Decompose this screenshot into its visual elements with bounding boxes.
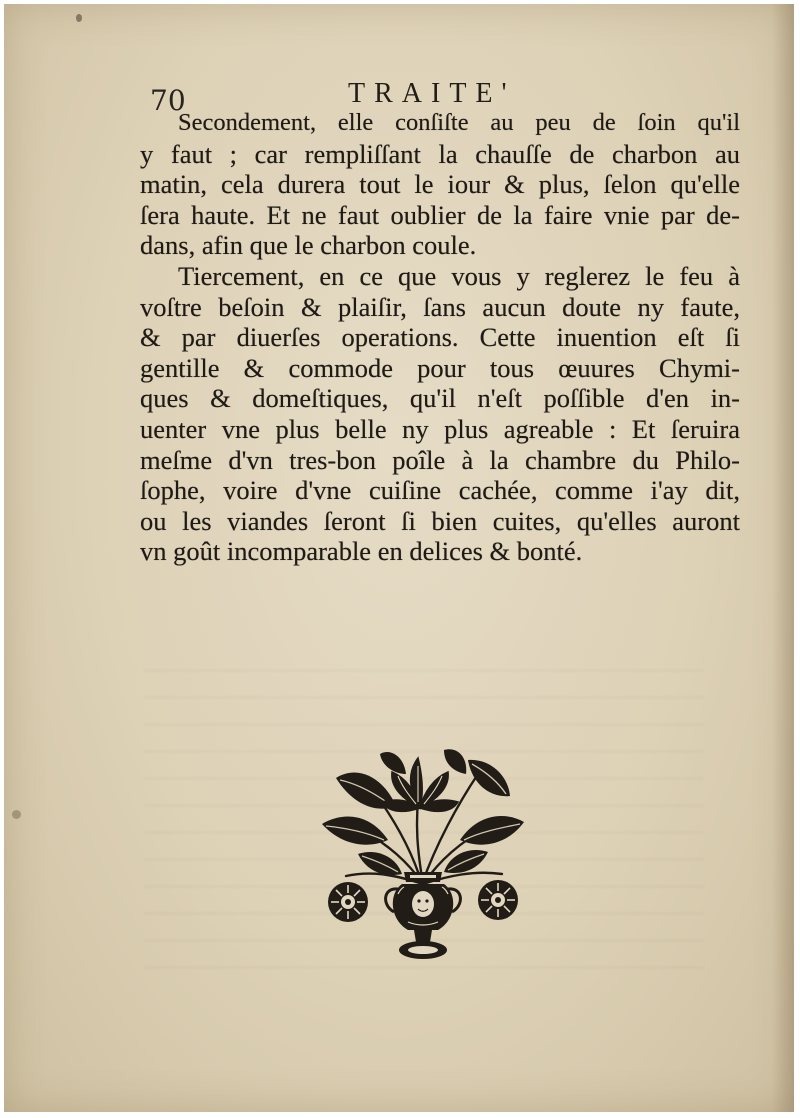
text-line: ques & domeſtiques, qu'il n'eſt poſſible d'en in- [140,383,740,414]
ink-speck [12,810,21,819]
text-line: uenter vne plus belle ny plus agreable : Et ſeruira [140,413,740,444]
page-number: 70 [150,84,186,117]
text-line: ſera haute. Et ne faut oublier de la faire vnie par de- [140,199,740,230]
page-edge-shadow [772,4,794,1112]
text-line: y faut ; car rempliſſant la chauſſe de charbon au [140,138,740,169]
book-page [4,4,794,1112]
text-line: ou les viandes ſeront ſi bien cuites, qu'elles auront [140,505,740,536]
text-line: matin, cela durera tout le iour & plus, ſelon qu'elle [140,169,740,200]
text-line: vn goût incomparable en delices & bonté. [140,536,583,567]
text-line: dans, afin que le charbon coule. [140,230,477,261]
flower-vase-woodcut-icon [318,744,528,964]
text-line: gentille & commode pour tous œuures Chymi- [140,352,740,383]
text-line: & par diuerſes operations. Cette inuention eſt ſi [140,322,740,353]
text-line: Tiercement, en ce que vous y reglerez le feu à [178,260,740,291]
body-text [140,108,740,567]
text-line: ſophe, voire d'vne cuiſine cachée, comme i'ay dit, [140,475,740,506]
text-line: meſme d'vn tres-bon poîle à la chambre du Philo- [140,444,740,475]
ink-speck [76,14,82,22]
text-line: voſtre beſoin & plaiſir, ſans aucun doute ny faute, [140,291,740,322]
text-line: Secondement, elle conſiſte au peu de ſoin qu'il [178,109,740,136]
running-head: TRAITE' [348,78,516,109]
